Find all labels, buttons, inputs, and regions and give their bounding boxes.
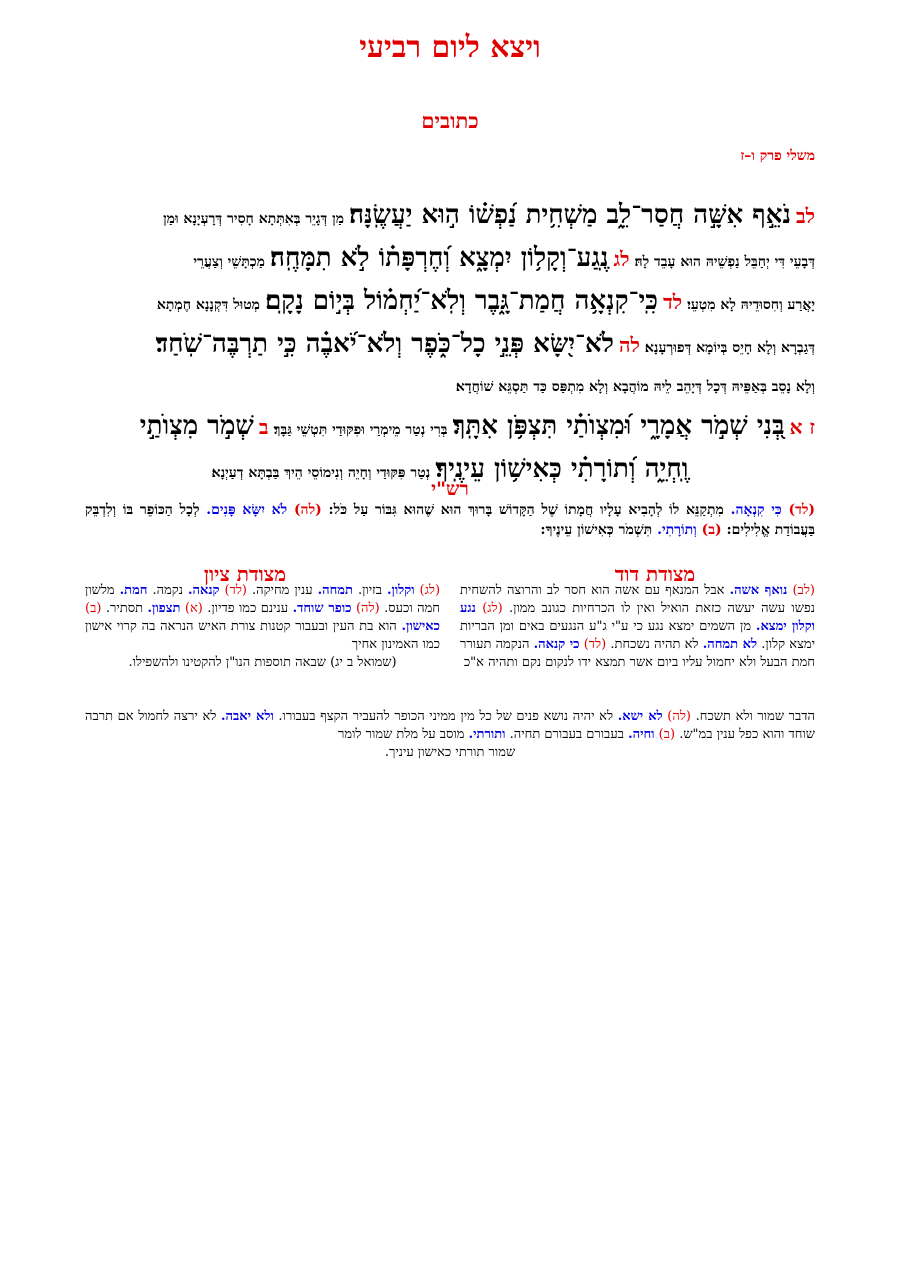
- verse-targum: מַכְתָּשֵׁי וְצַעֲרֵי: [193, 254, 265, 270]
- rashi-text: מִתְקַנֵּא לוֹ לְהָבִיא עָלָיו חֲמָתוֹ שֶׁל הַקָּדוֹשׁ בָּרוּךְ הוּא שֶׁהוּא גִּבּוֹר עַל כֹּל:: [328, 502, 724, 518]
- verse-number: לב: [796, 204, 815, 228]
- verse-line: [85, 282, 815, 325]
- chapter-reference: משלי פרק ו–ז: [740, 148, 815, 164]
- mz-keyword: תצפון.: [147, 601, 181, 616]
- mz-text: נקמה.: [152, 583, 183, 598]
- verse-number: לד: [663, 290, 683, 314]
- mz-text: (שמואל ב יג) שבאה תוספות הנו"ן להקטינו ולהשפילו.: [128, 655, 397, 670]
- mz-keyword: תמחה.: [317, 583, 353, 598]
- md-keyword: לא תמחה.: [702, 637, 758, 652]
- md-verse-ref: (לג): [482, 601, 503, 616]
- section-subtitle: כתובים: [421, 108, 479, 133]
- verse-hebrew: כִּֽי־קִנְאָ֥ה חֲמַת־גָּ֑בֶר וְלֹֽא־יַ֝חְמ֗וֹל בְּי֣וֹם נָקָֽם׃: [265, 286, 658, 316]
- mz-keyword: וקלון.: [387, 583, 415, 598]
- rashi-keyword: כִּי קִנְאָה.: [730, 502, 782, 518]
- md-text: מוסב על מלת שמור לומר: [337, 727, 465, 742]
- verse-hebrew: בְּ֭נִי שְׁמֹ֣ר אֲמָרָ֑י וּ֝מִצְוֺתַ֗י תִּצְפֹּ֥ן אִתָּֽךְ׃: [452, 411, 785, 441]
- metzudat-zion-column: [85, 582, 440, 672]
- verse-hebrew: נֹאֵ֣ף אִשָּׁ֣ה חֲסַר־לֵ֑ב מַשְׁחִ֥ית נַ֝פְשׁ֗וֹ ה֣וּא יַעֲשֶֽׂנָּה׃: [349, 200, 791, 230]
- verse-line: [85, 325, 815, 368]
- rashi-text: בּוֹ וְלִדְבֵּק בַּעֲבוֹדַת אֱלִילִים:: [85, 502, 815, 538]
- metzudat-david-heading: מצודת דוד: [614, 562, 696, 586]
- mz-keyword: כאישון.: [401, 619, 440, 634]
- rashi-keyword: וְתוֹרָתִי.: [657, 522, 697, 538]
- main-text: [85, 196, 815, 493]
- rashi-verse-ref: (לד): [788, 502, 816, 518]
- verse-number: לה: [618, 333, 640, 357]
- rashi-verse-ref: (ב): [701, 522, 722, 538]
- mz-verse-ref: (ב): [85, 601, 102, 616]
- mz-text: תסתיר.: [105, 601, 144, 616]
- mz-keyword: חמת.: [119, 583, 148, 598]
- verse-hebrew: לֹא־יִ֭שָּׂא פְּנֵ֣י כָל־כֹּ֑פֶר וְלֹא־יֹ֝אבֶ֗ה כִּ֣י תַרְבֶּה־שֹֽׁחַד׃: [155, 329, 614, 359]
- verse-number: ב: [258, 415, 269, 439]
- rashi-text: לְכָל הַכּוֹפֵר: [139, 502, 200, 518]
- md-keyword: ותורתי.: [468, 727, 506, 742]
- md-text: לא ירצה לחמול אם תרבה שוחד והוא כפל ענין במ"ש.: [85, 709, 815, 742]
- rashi-keyword: לֹא יִשָּׂא פָּנִים.: [206, 502, 288, 518]
- verse-targum: וְלָא נָסֵב בְּאַפֵּיהּ דְּכָל דְּיָהֵב לֵיהּ מוֹהֲבָא וְלָא מִתְפַּס כַּד תַּסְגֵּא שׁוֹחֲדָא׃: [455, 379, 815, 395]
- md-text: בעבורם בעבורם תחיה.: [509, 727, 624, 742]
- rashi-commentary: [85, 500, 815, 540]
- md-verse-ref: (ב): [658, 727, 676, 742]
- rashi-verse-ref: (לה): [293, 502, 322, 518]
- verse-number: ז א: [789, 415, 815, 439]
- mz-verse-ref: (לה): [355, 601, 380, 616]
- md-verse-ref: (לה): [667, 709, 691, 724]
- md-text: הדבר שמור ולא תשכח.: [695, 709, 816, 724]
- mz-text: ענין מחיקה.: [251, 583, 313, 598]
- md-keyword: לא ישא.: [617, 709, 663, 724]
- mz-text: מלשון חמה וכעס.: [85, 583, 440, 616]
- md-text: לא תהיה נשכחת.: [610, 637, 699, 652]
- md-keyword: נואף אשה.: [729, 583, 788, 598]
- md-keyword: נגע וקלון ימצא.: [460, 601, 815, 634]
- verse-line: [85, 239, 815, 282]
- verse-hebrew: נֶֽגַע־וְקָל֥וֹן יִמְצָ֑א וְ֝חֶרְפָּת֗וֹ לֹ֣א תִמָּחֶֽה׃: [270, 243, 609, 273]
- md-text: שמור תורתי כאישון עיניך.: [384, 745, 516, 760]
- rashi-heading: רש"י: [431, 478, 469, 500]
- verse-targum: דְּגַבְרָא וְלָא חָיֵס בְּיוֹמָא דְּפוּרְעָנָא׃: [644, 340, 815, 356]
- metzudat-david-column: [460, 582, 815, 672]
- mz-text: הוא בת העין ובעבור קטנות צורת האיש הנראה בה קרוי אישון כמו האמינון אחיך: [85, 619, 440, 652]
- verse-line: [85, 407, 815, 450]
- md-text: אבל המנאף עם אשה הוא חסר לב והרוצה להשחית נפשו עשה יעשה כזאת הואיל ואין לו הכרחיות כגונב ממון.: [460, 583, 815, 616]
- verse-targum: יָאֲרַע וְחִסוּדֵיהּ לָא מִטְעֵי׃: [687, 297, 815, 313]
- verse-targum: נְטַר פִּקּוּדַי וְחָיֵה וְנִימוֹסֵי הֵיךְ בַּבְתָּא דְעַיְנָא׃: [211, 465, 431, 481]
- md-keyword: כי קנאה.: [533, 637, 580, 652]
- md-keyword: ולא יאבה.: [220, 709, 274, 724]
- metzudat-zion-heading: מצודת ציון: [203, 562, 287, 586]
- rashi-text: תִּשְׁמֹר כְּאִישׁוֹן עֵינֶיךָ:: [540, 522, 653, 538]
- metzudat-david-continuation: [85, 708, 815, 762]
- mz-text: ענינם כמו פדיון.: [207, 601, 289, 616]
- mz-verse-ref: (לד): [224, 583, 247, 598]
- md-text: מן השמים ימצא נגע כי ע"י ג"ע הנגעים באים ומן הבריות ימצא קלון.: [460, 619, 816, 652]
- mz-verse-ref: (א): [184, 601, 203, 616]
- md-text: לא יהיה נושא פנים של כל מין ממיני הכופר להעביר הקצף בעבורו.: [278, 709, 614, 724]
- verse-hebrew: שְׁמֹ֣ר מִצְוֺתַ֣י: [139, 411, 254, 441]
- mz-keyword: כופר שוחד.: [292, 601, 352, 616]
- verse-line: [85, 196, 815, 239]
- mz-keyword: קנאה.: [187, 583, 220, 598]
- verse-targum: מַן דְּגָיֵר בְּאִתְּתָא חָסִיר דְּרָעְיָנָא וּמַן: [163, 211, 345, 227]
- verse-number: לג: [613, 247, 630, 271]
- mz-verse-ref: (לג): [419, 583, 441, 598]
- verse-targum: דְּבָעֵי דִּי יְחַבֵּל נַפְשֵׁיהּ הוּא עָבֵד לָהּ׃: [634, 254, 815, 270]
- page-title: ויצא ליום רביעי: [359, 30, 541, 65]
- verse-line: [85, 368, 815, 407]
- md-verse-ref: (לד): [583, 637, 607, 652]
- verse-hebrew: וֶֽחְיֵ֑ה וְ֝תוֹרָתִ֗י כְּאִישׁ֥וֹן עֵינֶֽיךָ׃: [435, 454, 689, 484]
- md-text: הנקמה תעורר חמת הבעל ולא יחמול עליו ביום אשר תמצא ידו לנקום נקם ותהיה א"כ: [460, 637, 815, 670]
- verse-targum: מְטוּל דִּקְנָנָא חֶמְתָא: [156, 297, 260, 313]
- mz-text: בזיון.: [357, 583, 383, 598]
- md-keyword: וחיה.: [628, 727, 655, 742]
- verse-targum: בְּרִי נְטַר מֵימְרַי וּפִקּוּדַי תִּטְשֵׁי גַּבָּךְ׃: [273, 422, 448, 438]
- md-verse-ref: (לב): [792, 583, 815, 598]
